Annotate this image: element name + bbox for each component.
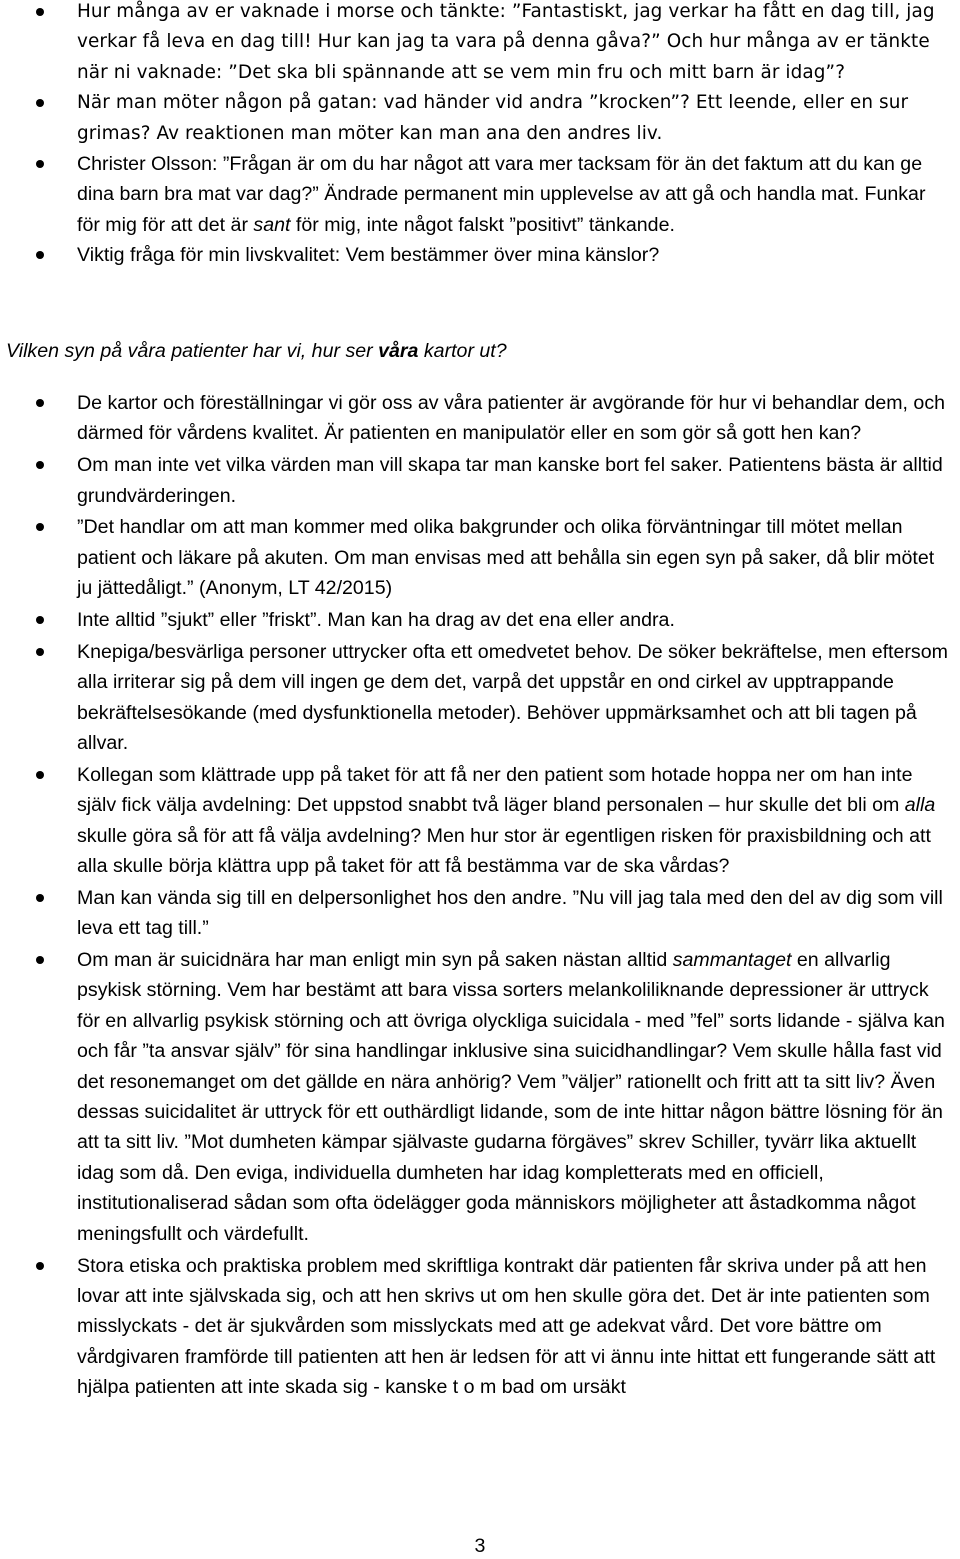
emphasis-text: sant: [253, 213, 291, 236]
heading-text: kartor ut?: [418, 340, 507, 362]
list-item: [0, 512, 960, 603]
list-item: [0, 388, 960, 449]
list-item-text: Stora etiska och praktiska problem med skriftliga kontrakt där patienten får skriva under på att hen lovar att inte självskada sig, och att hen skrivs ut om hen skulle göra det. Det är inte patienten som misslyckats - det är sjukvården som misslyckats med att ge adekvat vård. Det vore bättre om vårdgivaren framförde till patienten att hen är ledsen för att vi ännu inte hittat ett fungerande sätt att hjälpa patienten att inte skada sig - kanske t o m bad om ursäkt: [77, 1254, 936, 1399]
list-item-text: för mig, inte något falskt ”positivt” tänkande.: [290, 213, 675, 236]
list-item-text: Kollegan som klättrade upp på taket för att få ner den patient som hotade hoppa ner om han inte själv fick välja avdelning: Det uppstod snabbt två läger bland personalen – hur skulle det bli om: [77, 763, 913, 817]
list-item: [0, 760, 960, 882]
list-item-text: skulle göra så för att få välja avdelning? Men hur stor är egentligen risken för praxisbildning och att alla skulle börja klättra upp på taket för att få bestämma var de ska vårdas?: [77, 824, 931, 878]
section-heading: [6, 336, 507, 366]
list-item: [0, 240, 960, 270]
list-item: [0, 945, 960, 1249]
list-item-text: Hur många av er vaknade i morse och tänkte: ”Fantastiskt, jag verkar ha fått en dag till, jag verkar få leva en dag till! Hur kan jag ta vara på denna gåva?” Och hur många av er tänkte när ni vaknade: ”Det ska bli spännande att se vem min fru och mitt barn är idag”?: [77, 1, 935, 83]
bullet-list-main: [0, 388, 960, 1404]
list-item-text: ”Det handlar om att man kommer med olika bakgrunder och olika förväntningar till mötet mellan patient och läkare på akuten. Om man envisas med att behålla sin egen syn på saker, då blir mötet ju jättedåligt.” (Anonym, LT 42/2015): [77, 516, 935, 600]
list-item-text: Viktig fråga för min livskvalitet: Vem bestämmer över mina känslor?: [77, 244, 660, 267]
list-item: [0, 1251, 960, 1403]
list-item-text: Man kan vända sig till en delpersonlighet hos den andre. ”Nu vill jag tala med den del av dig som vill leva ett tag till.”: [77, 886, 943, 940]
heading-bold-text: våra: [378, 340, 419, 362]
list-item: [0, 149, 960, 240]
list-item-text: Christer Olsson: ”Frågan är om du har något att vara mer tacksam för än det faktum att du kan ge dina barn bra mat var dag?” Ändrade permanent min upplevelse av att gå och handla mat. Funkar för mig för att det är: [77, 153, 926, 236]
list-item-text: När man möter någon på gatan: vad händer vid andra ”krocken”? Ett leende, eller en sur grimas? Av reaktionen man möter kan man ana den andres liv.: [77, 92, 909, 144]
list-item-text: Knepiga/besvärliga personer uttrycker ofta ett omedvetet behov. De söker bekräftelse, men eftersom alla irriterar sig på dem vill ingen ge dem det, varpå det uppstår en ond cirkel av upptrappande bekräftelsesökande (med dysfunktionella metoder). Behöver uppmärksamhet och att bli tagen på allvar.: [77, 640, 948, 755]
bullet-list-intro: [0, 0, 960, 271]
list-item: [0, 883, 960, 944]
list-item-text: en allvarlig psykisk störning. Vem har bestämt att bara vissa sorters melankoliliknande depressioner är uttryck för en allvarlig psykisk störning och att övriga olyckliga suicidala - med ”fel” sorts lidande - själva kan och får ”ta ansvar själv” för sina handlingar inklusive sina suicidhandlingar? Vem skulle hålla fast vid det resonemanget om det gällde en nära anhörig? Vem ”väljer” rationellt och fritt att ta sitt liv? Även dessas suicidalitet är uttryck för ett outhärdligt lidande, som de inte hittar någon bättre lösning för än att ta sitt liv. ”Mot dumheten kämpar självaste gudarna förgäves” skrev Schiller, tyvärr lika aktuellt idag som då. Den eviga, individuella dumheten har idag kompletterats med en officiell, institutionaliserad sådan som ofta ödelägger goda människors möjligheter att åstadkomma något meningsfullt och värdefullt.: [77, 949, 945, 1245]
emphasis-text: sammantaget: [672, 949, 792, 972]
emphasis-text: alla: [904, 794, 936, 817]
list-item-text: Om man är suicidnära har man enligt min syn på saken nästan alltid: [77, 949, 673, 972]
heading-text: Vilken syn på våra patienter har vi, hur ser: [6, 340, 379, 362]
list-item: [0, 637, 960, 759]
page-number: 3: [474, 1535, 486, 1557]
list-item: [0, 605, 960, 635]
list-item-text: Om man inte vet vilka värden man vill skapa tar man kanske bort fel saker. Patientens bästa är alltid grundvärderingen.: [77, 454, 943, 507]
list-item: [0, 88, 960, 149]
list-item-text: Inte alltid ”sjukt” eller ”friskt”. Man kan ha drag av det ena eller andra.: [77, 609, 675, 632]
list-item: [0, 450, 960, 511]
list-item: [0, 0, 960, 88]
list-item-text: De kartor och föreställningar vi gör oss av våra patienter är avgörande för hur vi behandlar dem, och därmed för vårdens kvalitet. Är patienten en manipulatör eller en som gör så gott hen kan?: [77, 392, 946, 445]
